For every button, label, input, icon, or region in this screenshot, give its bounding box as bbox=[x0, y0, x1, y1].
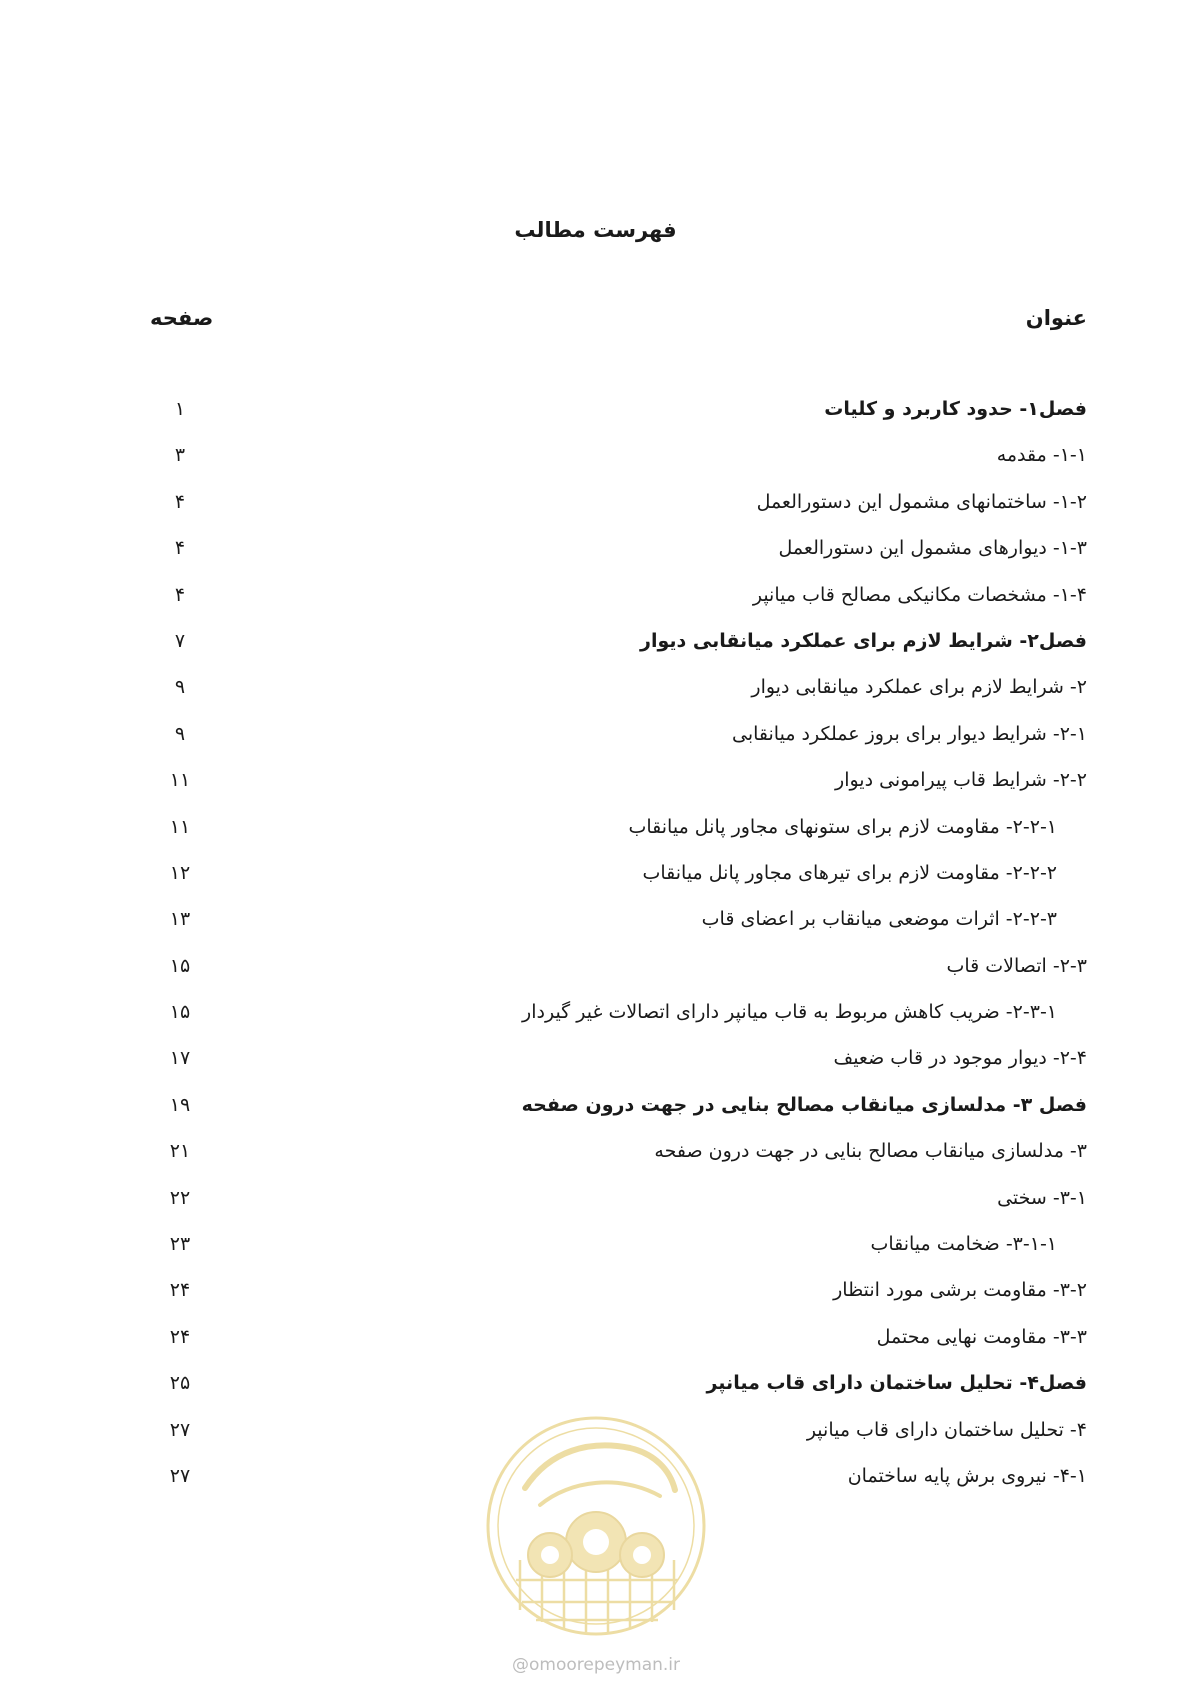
toc-page-number: ۱۷ bbox=[169, 1047, 191, 1070]
toc-entry[interactable] bbox=[0, 535, 1191, 581]
toc-section-title: ۳-۱-۱- ضخامت میانقاب bbox=[870, 1233, 1057, 1256]
toc-entry[interactable] bbox=[0, 1045, 1191, 1091]
toc-page-number: ۱۹ bbox=[169, 1093, 191, 1116]
toc-page-number: ۱۳ bbox=[169, 908, 191, 931]
omoore-peyman-logo-watermark bbox=[480, 1410, 712, 1642]
toc-section-title: ۱-۴- مشخصات مکانیکی مصالح قاب میانپر bbox=[752, 583, 1087, 606]
table-of-contents bbox=[0, 396, 1191, 1509]
toc-entry[interactable] bbox=[0, 1185, 1191, 1231]
toc-section-title: ۲-۲- شرایط قاب پیرامونی دیوار bbox=[835, 769, 1087, 792]
toc-page-number: ۲۳ bbox=[169, 1233, 191, 1256]
toc-chapter-title: فصل۱- حدود کاربرد و کلیات bbox=[824, 398, 1087, 420]
toc-chapter-title: فصل۴- تحلیل ساختمان دارای قاب میانپر bbox=[706, 1372, 1087, 1395]
toc-entry[interactable] bbox=[0, 953, 1191, 999]
toc-section-title: ۲-۴- دیوار موجود در قاب ضعیف bbox=[833, 1047, 1087, 1070]
toc-section-title: ۳-۲- مقاومت برشی مورد انتظار bbox=[833, 1279, 1087, 1302]
toc-entry[interactable] bbox=[0, 721, 1191, 767]
toc-page-number: ۹ bbox=[174, 722, 186, 745]
toc-section-title: ۲-۳-۱- ضریب کاهش مربوط به قاب میانپر دارای اتصالات غیر گیردار bbox=[522, 1001, 1057, 1024]
toc-section-title: ۲-۳- اتصالات قاب bbox=[946, 954, 1087, 977]
toc-entry[interactable] bbox=[0, 489, 1191, 535]
toc-page-number: ۱۵ bbox=[169, 954, 191, 977]
toc-entry[interactable] bbox=[0, 814, 1191, 860]
toc-page-number: ۲۴ bbox=[169, 1325, 191, 1348]
toc-entry[interactable] bbox=[0, 442, 1191, 488]
toc-section-title: ۳-۱- سختی bbox=[997, 1186, 1087, 1209]
toc-section-title: ۱-۳- دیوارهای مشمول این دستورالعمل bbox=[778, 537, 1087, 560]
toc-page-number: ۲۷ bbox=[169, 1464, 191, 1487]
toc-section-title: ۲-۲-۳- اثرات موضعی میانقاب بر اعضای قاب bbox=[701, 908, 1057, 931]
toc-entry[interactable] bbox=[0, 1324, 1191, 1370]
toc-page-number: ۲۷ bbox=[169, 1418, 191, 1441]
toc-section-title: ۱-۱- مقدمه bbox=[996, 444, 1087, 467]
toc-section-title: ۲-۲-۱- مقاومت لازم برای ستونهای مجاور پانل میانقاب bbox=[628, 815, 1057, 838]
toc-section-title: ۲- شرایط لازم برای عملکرد میانقابی دیوار bbox=[751, 676, 1087, 699]
toc-entry[interactable] bbox=[0, 1138, 1191, 1184]
toc-section-title: ۳-۳- مقاومت نهایی محتمل bbox=[876, 1325, 1087, 1348]
toc-entry[interactable] bbox=[0, 1231, 1191, 1277]
toc-page-number: ۲۱ bbox=[169, 1140, 191, 1163]
toc-page-number: ۱۱ bbox=[169, 815, 191, 838]
toc-section-title: ۴- تحلیل ساختمان دارای قاب میانپر bbox=[806, 1418, 1087, 1441]
title-column-header: عنوان bbox=[1025, 306, 1087, 330]
toc-page-number: ۴ bbox=[174, 537, 186, 560]
toc-section-title: ۲-۲-۲- مقاومت لازم برای تیرهای مجاور پانل میانقاب bbox=[642, 861, 1057, 884]
toc-page-number: ۱۱ bbox=[169, 769, 191, 792]
toc-chapter-title: فصل ۳- مدلسازی میانقاب مصالح بنایی در جهت درون صفحه bbox=[521, 1093, 1087, 1116]
toc-page-number: ۹ bbox=[174, 676, 186, 699]
toc-entry[interactable] bbox=[0, 1277, 1191, 1323]
toc-chapter-title: فصل۲- شرایط لازم برای عملکرد میانقابی دیوار bbox=[640, 629, 1087, 652]
toc-page-number: ۲۲ bbox=[169, 1186, 191, 1209]
toc-entry[interactable] bbox=[0, 999, 1191, 1045]
toc-entry[interactable] bbox=[0, 1092, 1191, 1138]
toc-entry[interactable] bbox=[0, 906, 1191, 952]
toc-section-title: ۴-۱- نیروی برش پایه ساختمان bbox=[847, 1464, 1087, 1487]
toc-page-number: ۷ bbox=[174, 629, 186, 652]
toc-page-number: ۲۴ bbox=[169, 1279, 191, 1302]
toc-section-title: ۳- مدلسازی میانقاب مصالح بنایی در جهت درون صفحه bbox=[654, 1140, 1087, 1163]
toc-page-number: ۴ bbox=[174, 583, 186, 606]
toc-page-number: ۳ bbox=[174, 444, 186, 467]
toc-page-number: ۴ bbox=[174, 490, 186, 513]
toc-entry[interactable] bbox=[0, 582, 1191, 628]
toc-page-number: ۲۵ bbox=[169, 1372, 191, 1395]
toc-entry[interactable] bbox=[0, 860, 1191, 906]
page-column-header: صفحه bbox=[150, 306, 214, 330]
toc-entry[interactable] bbox=[0, 674, 1191, 720]
toc-page-number: ۱ bbox=[174, 398, 186, 420]
toc-page-number: ۱۵ bbox=[169, 1001, 191, 1024]
page-title: فهرست مطالب bbox=[514, 218, 677, 242]
toc-page-number: ۱۲ bbox=[169, 861, 191, 884]
toc-section-title: ۲-۱- شرایط دیوار برای بروز عملکرد میانقابی bbox=[731, 722, 1087, 745]
toc-entry[interactable] bbox=[0, 767, 1191, 813]
toc-section-title: ۱-۲- ساختمانهای مشمول این دستورالعمل bbox=[756, 490, 1087, 513]
toc-entry[interactable] bbox=[0, 396, 1191, 442]
toc-entry[interactable] bbox=[0, 628, 1191, 674]
watermark-url: @omoorepeyman.ir bbox=[511, 1655, 681, 1675]
